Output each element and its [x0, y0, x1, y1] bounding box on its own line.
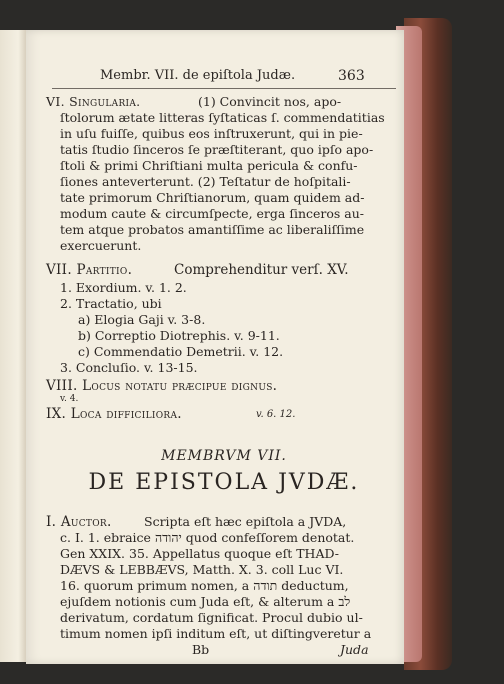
- section-vi-line: tatis ſtudio ſinceros ſe præſtiterant, quo ipſo apo-: [60, 142, 374, 157]
- partitio-item: a) Elogia Gaji v. 3-8.: [78, 312, 206, 327]
- section-i-line: timum nomen ipſi inditum eſt, ut diſtingveretur a: [60, 626, 372, 641]
- section-i-line: derivatum, cordatum ſignificat. Procul dubio ul-: [60, 610, 363, 625]
- header-rule: [52, 88, 396, 89]
- catchword: Juda: [340, 642, 369, 657]
- section-vi-line: ſiones anteverterunt. (2) Teſtatur de hoſpitali-: [60, 174, 351, 189]
- section-vi-line: (1) Convincit nos, apo-: [198, 94, 342, 109]
- section-vi-heading: VI. Singularia.: [46, 94, 141, 109]
- left-page-edge: [0, 30, 26, 662]
- section-vi-line: tem atque probatos amantiſſime ac liberaliſſime: [60, 222, 365, 237]
- section-i-heading: I. Auctor.: [46, 514, 112, 530]
- section-i-line: ejuſdem notionis cum Juda eſt, & alterum a לב: [60, 594, 351, 609]
- chapter-title: DE EPISTOLA JVDÆ.: [88, 470, 360, 495]
- running-title: Membr. VII. de epiſtola Judæ.: [100, 68, 296, 83]
- partitio-item: 3. Concluſio. v. 13-15.: [60, 360, 198, 375]
- section-i-line: Scripta eſt hæc epiſtola a JVDA,: [144, 514, 347, 529]
- section-vi-line: exercuerunt.: [60, 238, 142, 253]
- section-vii-heading: VII. Partitio.: [46, 262, 133, 278]
- section-viii-ref: v. 4.: [60, 394, 79, 404]
- section-vi-line: modum caute & circumſpecte, erga ſinceros au-: [60, 206, 365, 221]
- section-i-line: Gen XXIX. 35. Appellatus quoque eſt THAD-: [60, 546, 339, 561]
- partitio-item: 2. Tractatio, ubi: [60, 296, 162, 311]
- page-number: 363: [338, 68, 365, 84]
- section-vi-line: in uſu fuiſſe, quibus eos inſtruxerunt, qui in pie-: [60, 126, 363, 141]
- section-ix-ref: v. 6. 12.: [256, 409, 296, 420]
- signature-mark: Bb: [192, 642, 210, 657]
- section-vi-line: ſtoli & primi Chriſtiani multa pericula & confu-: [60, 158, 358, 173]
- section-vi-line: tate primorum Chriſtianorum, quam quidem ad-: [60, 190, 365, 205]
- chapter-subtitle: MEMBRVM VII.: [161, 448, 287, 464]
- partitio-item: b) Correptio Diotrephis. v. 9-11.: [78, 328, 280, 343]
- section-vi-line: ſtolorum ætate litteras ſyſtaticas ſ. commendatitias: [60, 110, 385, 125]
- section-i-line: DÆVS & LEBBÆVS, Matth. X. 3. coll Luc VI.: [60, 562, 344, 577]
- partitio-item: c) Commendatio Demetrii. v. 12.: [78, 344, 284, 359]
- section-vii-heading-rest: Comprehenditur verſ. XV.: [174, 262, 349, 278]
- section-i-line: 16. quorum primum nomen, a תודה deductum,: [60, 578, 349, 593]
- section-viii-heading: VIII. Locus notatu præcipue dignus.: [46, 378, 278, 394]
- book-page: [26, 30, 404, 664]
- section-ix-heading: IX. Loca difficiliora.: [46, 406, 182, 422]
- partitio-item: 1. Exordium. v. 1. 2.: [60, 280, 187, 295]
- section-i-line: c. I. 1. ebraice יהודה quod confeſſorem denotat.: [60, 530, 355, 545]
